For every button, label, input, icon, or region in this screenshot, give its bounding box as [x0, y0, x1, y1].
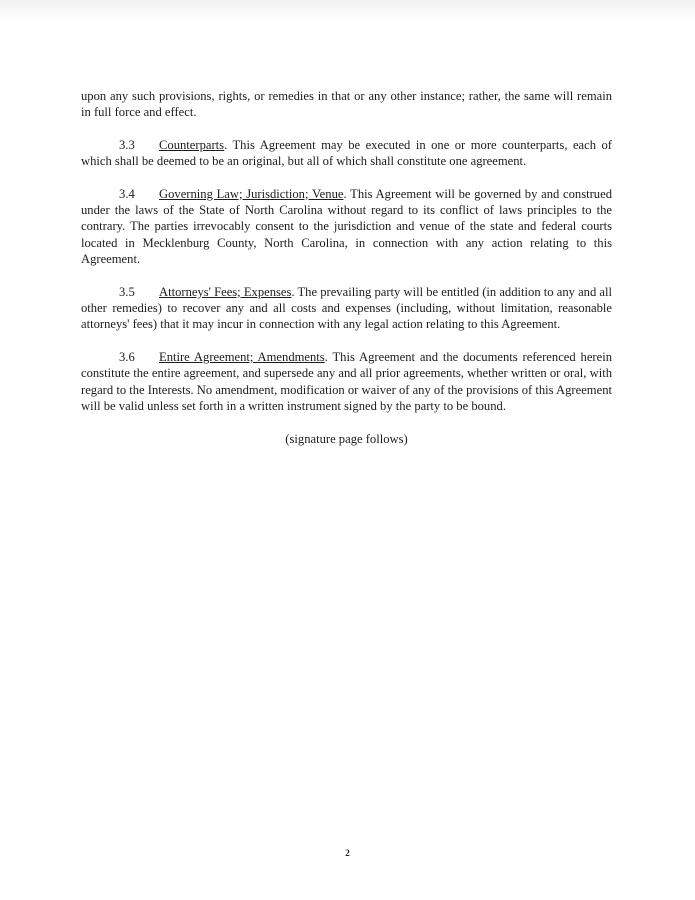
opening-paragraph: upon any such provisions, rights, or remedies in that or any other instance; rather, the same will remain in full force and effect.: [81, 89, 612, 120]
section-title-period: .: [224, 137, 228, 152]
section-body: This Agreement and the documents referenced herein constitute the entire agreement, and supersede any and all prior agreements, whether written or oral, with regard to the Interests. No amendment, modification or waiver of any of the provisions of this Agreement will be valid unless set forth in a written instrument signed by the party to be bound.: [81, 349, 612, 414]
section-number: 3.3: [119, 137, 135, 152]
section-title: Entire Agreement; Amendments: [159, 349, 325, 364]
section-number: 3.5: [119, 284, 135, 299]
section-number: 3.6: [119, 349, 135, 364]
section-title-period: .: [343, 186, 347, 201]
section-title: Attorneys' Fees; Expenses: [159, 284, 292, 299]
section-title: Governing Law; Jurisdiction; Venue: [159, 186, 344, 201]
section-3-6: [81, 349, 612, 415]
scan-edge-shading: [0, 0, 695, 22]
page-number: 2: [345, 848, 350, 858]
section-title-period: .: [324, 349, 328, 364]
document-body: [81, 88, 612, 447]
section-number: 3.4: [119, 186, 135, 201]
section-3-5: [81, 284, 612, 333]
section-body: The prevailing party will be entitled (in addition to any and all other remedies) to recover any and all costs and expenses (including, without limitation, reasonable attorneys' fees) that it may incur in connection with any legal action relating to this Agreement.: [81, 284, 612, 332]
section-body: This Agreement will be governed by and construed under the laws of the State of North Carolina without regard to its conflict of laws principles to the contrary. The parties irrevocably consent to the jurisdiction and venue of the state and federal courts located in Mecklenburg County, North Carolina, in connection with any action relating to this Agreement.: [81, 186, 612, 267]
section-3-4: [81, 186, 612, 268]
signature-page-note: (signature page follows): [285, 431, 408, 446]
section-body: This Agreement may be executed in one or more counterparts, each of which shall be deemed to be an original, but all of which shall constitute one agreement.: [81, 137, 612, 169]
section-3-3: [81, 137, 612, 170]
section-title: Counterparts: [159, 137, 225, 152]
section-title-period: .: [291, 284, 295, 299]
